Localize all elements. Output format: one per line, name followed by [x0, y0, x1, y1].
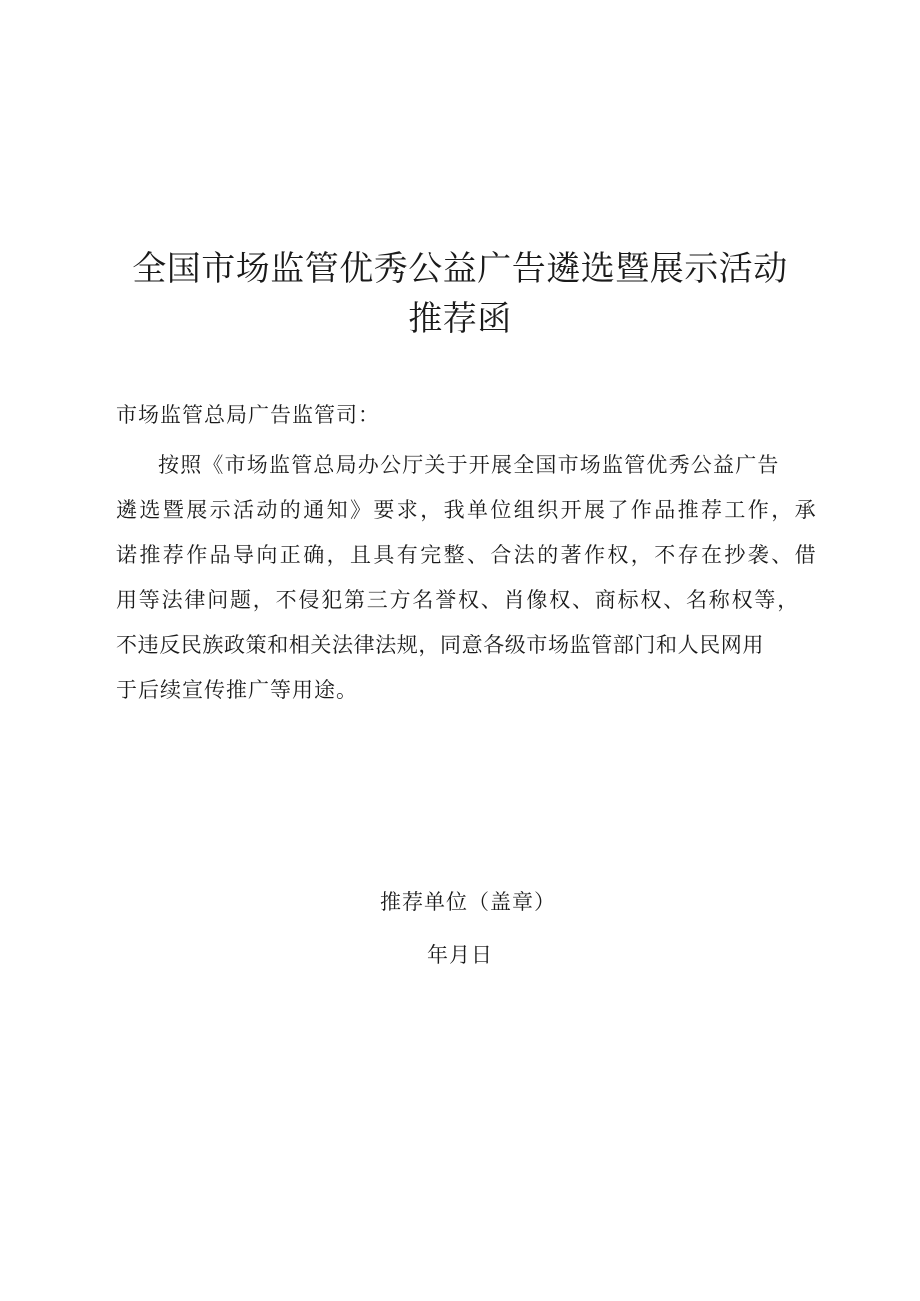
- signature-unit: 推荐单位（盖章）: [380, 890, 556, 914]
- body-line: 诺推荐作品导向正确，且具有完整、合法的著作权，不存在抄袭、借: [116, 543, 818, 567]
- body-paragraph: [116, 443, 816, 713]
- body-line: 按照《市场监管总局办公厅关于开展全国市场监管优秀公益广告: [158, 453, 780, 477]
- document-subtitle: 推荐函: [408, 299, 512, 339]
- document-title: 全国市场监管优秀公益广告遴选暨展示活动: [132, 249, 788, 289]
- body-line: 用等法律问题，不侵犯第三方名誉权、肖像权、商标权、名称权等，: [116, 588, 800, 612]
- signature-date: 年月日: [427, 943, 493, 967]
- body-line: 遴选暨展示活动的通知》要求，我单位组织开展了作品推荐工作，承: [116, 498, 818, 522]
- body-line: 于后续宣传推广等用途。: [116, 678, 358, 702]
- body-line: 不违反民族政策和相关法律法规，同意各级市场监管部门和人民网用: [116, 633, 764, 657]
- salutation: 市场监管总局广告监管司：: [116, 403, 380, 427]
